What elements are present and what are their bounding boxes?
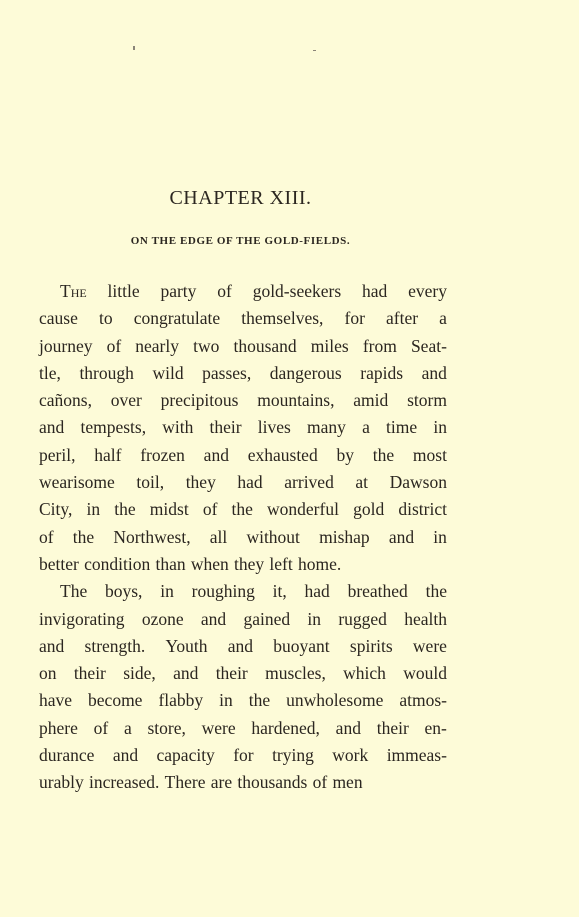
word: a: [439, 308, 447, 329]
word: buoyant: [273, 635, 330, 656]
chapter-body: [39, 278, 447, 797]
word: had: [304, 581, 330, 602]
word: immeas-: [386, 745, 447, 766]
word: trying: [272, 745, 314, 766]
word: arrived: [284, 472, 334, 493]
word: roughing: [191, 581, 255, 602]
word: of: [312, 772, 328, 793]
word: in: [160, 581, 174, 602]
word: and: [421, 362, 447, 383]
word: congratulate: [133, 308, 221, 329]
text-line: [39, 687, 447, 714]
word: journey: [39, 335, 93, 356]
word: by: [336, 444, 354, 465]
word: district: [398, 499, 447, 520]
text-line: [39, 278, 447, 305]
word: become: [88, 690, 143, 711]
word: in: [433, 417, 447, 438]
word: gold: [353, 499, 385, 520]
word: two: [193, 335, 220, 356]
word: Seat-: [410, 335, 447, 356]
word: on: [39, 663, 57, 684]
word: durance: [39, 745, 95, 766]
word: many: [307, 417, 346, 438]
word: their: [73, 663, 106, 684]
word: the: [425, 581, 447, 602]
word: when: [190, 553, 229, 574]
word: wild: [152, 362, 184, 383]
word: the: [72, 526, 95, 547]
word: all: [209, 526, 228, 547]
word: mountains,: [257, 390, 335, 411]
word: The: [60, 581, 88, 602]
word: gold-seekers: [252, 281, 342, 301]
word: and: [173, 663, 199, 684]
word: for: [233, 745, 254, 766]
text-line: [39, 524, 447, 551]
word: of: [106, 335, 122, 356]
word: and: [203, 444, 229, 465]
word: Northwest,: [113, 526, 191, 547]
word: nearly: [135, 335, 179, 356]
chapter-subtitle: ON THE EDGE OF THE GOLD-FIELDS.: [130, 235, 351, 247]
word: and: [200, 608, 227, 629]
word: dangerous: [269, 362, 342, 383]
word: condition: [84, 553, 151, 574]
word: little: [107, 281, 140, 301]
word: increased.: [88, 772, 160, 793]
word: thousands: [237, 772, 308, 793]
word: than: [155, 553, 186, 574]
text-line: [39, 360, 447, 387]
word: wearisome: [39, 472, 115, 493]
word: lives: [257, 417, 291, 438]
word: wonderful: [267, 499, 339, 520]
word: spirits: [349, 635, 393, 656]
word: storm: [407, 390, 447, 411]
word: phere: [39, 717, 78, 738]
word: rapids: [360, 362, 404, 383]
word: the: [231, 499, 253, 520]
word: thousand: [233, 335, 297, 356]
paragraph-lead-word: The: [60, 281, 87, 301]
word: had: [237, 472, 263, 493]
word: flabby: [158, 690, 204, 711]
word: midst: [149, 499, 189, 520]
word: better: [39, 553, 79, 574]
text-line: [39, 715, 447, 742]
word: with: [162, 417, 194, 438]
word: the: [372, 444, 395, 465]
word: mishap: [319, 526, 370, 547]
word: passes,: [202, 362, 252, 383]
word: every: [408, 281, 447, 301]
word: Dawson: [389, 472, 447, 493]
word: breathed: [347, 581, 408, 602]
word: left: [269, 553, 293, 574]
word: peril,: [39, 444, 76, 465]
text-line: [39, 578, 447, 605]
word: tle,: [39, 362, 61, 383]
word: City,: [39, 499, 73, 520]
word: half: [94, 444, 122, 465]
word: exhausted: [247, 444, 318, 465]
text-line: [39, 305, 447, 332]
word: muscles,: [265, 663, 326, 684]
word: home.: [297, 553, 342, 574]
word: store,: [147, 717, 186, 738]
word: en-: [424, 717, 447, 738]
word: through: [79, 362, 134, 383]
word: a: [362, 417, 370, 438]
word: were: [412, 635, 447, 656]
word: from: [362, 335, 397, 356]
word: and: [388, 526, 415, 547]
text-line: [39, 442, 447, 469]
word: their: [215, 663, 248, 684]
word: the: [114, 499, 136, 520]
word: strength.: [84, 635, 146, 656]
text-line: [39, 742, 447, 769]
word: in: [219, 690, 233, 711]
word: and: [335, 717, 361, 738]
word: in: [433, 526, 447, 547]
text-line: [39, 496, 447, 523]
word: boys,: [105, 581, 143, 602]
text-line: [39, 333, 447, 360]
word: they: [185, 472, 216, 493]
word: in: [86, 499, 101, 520]
word: of: [202, 499, 218, 520]
text-line: [39, 633, 447, 660]
word: frozen: [140, 444, 185, 465]
word: health: [404, 608, 447, 629]
word: would: [403, 663, 447, 684]
word: to: [98, 308, 113, 329]
word: were: [201, 717, 236, 738]
word: without: [246, 526, 300, 547]
word: are: [210, 772, 233, 793]
word: the: [248, 690, 271, 711]
word: side,: [123, 663, 156, 684]
word: for: [344, 308, 365, 329]
word: amid: [353, 390, 389, 411]
word: There: [164, 772, 206, 793]
text-line: [39, 414, 447, 441]
word: of: [93, 717, 109, 738]
word: over: [110, 390, 142, 411]
word: which: [343, 663, 386, 684]
word: most: [412, 444, 447, 465]
word: gained: [243, 608, 291, 629]
word: at: [355, 472, 369, 493]
chapter-title: CHAPTER XIII.: [169, 187, 312, 209]
word: and: [39, 417, 65, 438]
word: and: [39, 635, 65, 656]
text-line: [39, 387, 447, 414]
word: time: [386, 417, 418, 438]
word: toil,: [136, 472, 165, 493]
text-line: [39, 551, 447, 578]
word: and: [227, 635, 254, 656]
word: precipitous: [160, 390, 239, 411]
word: urably: [39, 772, 84, 793]
word: ozone: [141, 608, 184, 629]
word: cause: [39, 308, 78, 329]
word: party: [160, 281, 197, 301]
word: it,: [272, 581, 287, 602]
page-speck: [313, 50, 316, 51]
word: rugged: [338, 608, 387, 629]
word: have: [39, 690, 73, 711]
word: men: [332, 772, 363, 793]
word: themselves,: [241, 308, 324, 329]
word: tempests,: [80, 417, 147, 438]
word: work: [332, 745, 369, 766]
text-line: [39, 606, 447, 633]
word: they: [234, 553, 265, 574]
word: hardened,: [251, 717, 320, 738]
word: cañons,: [39, 390, 92, 411]
word: their: [376, 717, 409, 738]
word: Youth: [165, 635, 208, 656]
text-line: [39, 469, 447, 496]
word: of: [39, 526, 54, 547]
word: a: [123, 717, 132, 738]
word: miles: [310, 335, 349, 356]
word: of: [217, 281, 232, 301]
text-line: [39, 769, 447, 796]
word: in: [307, 608, 322, 629]
word: had: [361, 281, 388, 301]
word: invigorating: [39, 608, 125, 629]
word: their: [209, 417, 242, 438]
word: capacity: [156, 745, 215, 766]
word: after: [386, 308, 419, 329]
page-speck: [133, 46, 135, 50]
word: atmos-: [399, 690, 447, 711]
word: unwholesome: [286, 690, 384, 711]
word: and: [112, 745, 139, 766]
text-line: [39, 660, 447, 687]
